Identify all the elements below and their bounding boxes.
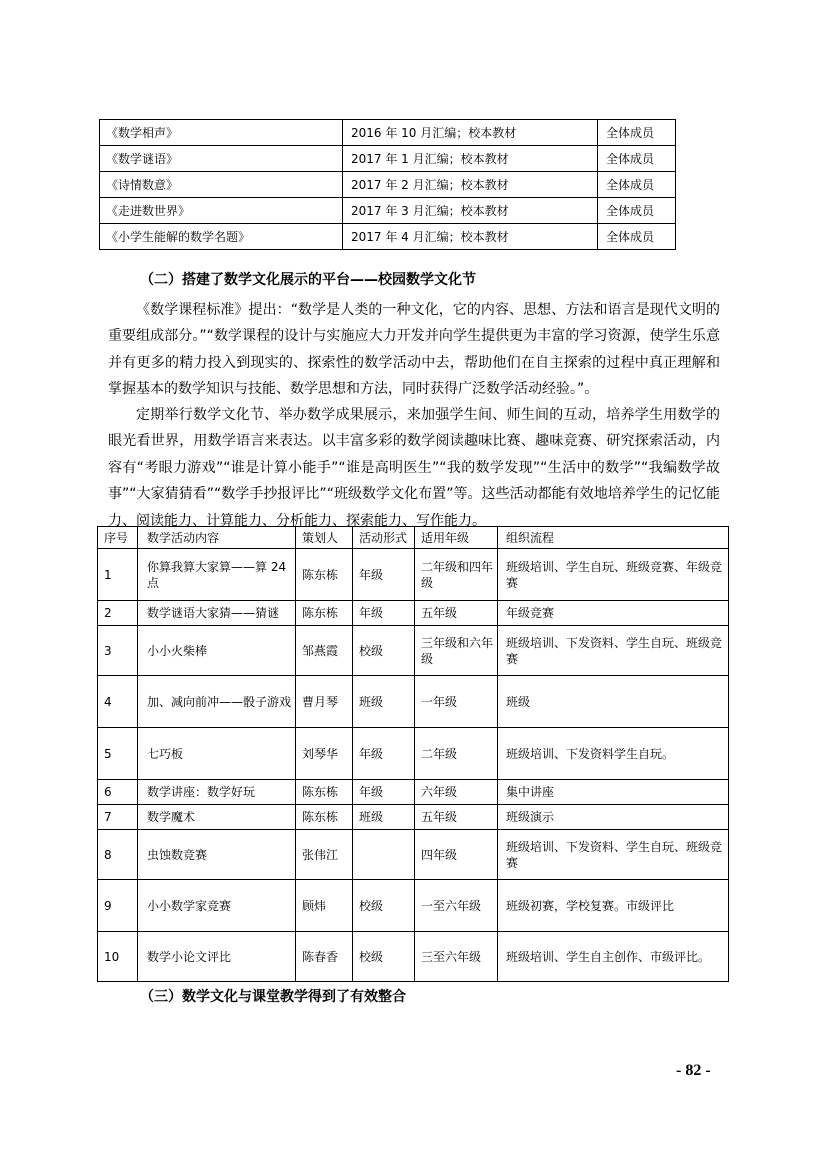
table-cell: 曹月琴 xyxy=(296,676,353,728)
activity-table-body xyxy=(98,549,729,982)
table-row xyxy=(100,120,676,146)
table-cell: 顾炜 xyxy=(296,880,353,932)
table-cell: 2016 年 10 月汇编；校本教材 xyxy=(343,120,598,146)
table-cell: 刘琴华 xyxy=(296,728,353,780)
table-cell: 一年级 xyxy=(415,676,498,728)
table-cell: 《数学相声》 xyxy=(100,120,343,146)
table-row xyxy=(100,198,676,224)
section-heading: （二）搭建了数学文化展示的平台——校园数学文化节 xyxy=(140,272,476,288)
table-cell: 全体成员 xyxy=(598,120,676,146)
table-cell: 8 xyxy=(98,830,138,880)
table-row xyxy=(100,146,676,172)
body-paragraph: 定期举行数学文化节、举办数学成果展示，来加强学生间、师生间的互动，培养学生用数学的眼光看世界，用数学语言来表达。以丰富多彩的数学阅读趣味比赛、趣味竞赛、研究探索活动，内容有“考眼力游戏”“谁是计算小能手”“谁是高明医生”“我的数学发现”“生活中的数学”“我编数学故事”“大家猜猜看”“数学手抄报评比”“班级数学文化布置”等。这些活动都能有效地培养学生的记忆能力、阅读能力、计算能力、分析能力、探索能力、写作能力。 xyxy=(108,407,720,529)
column-header: 序号 xyxy=(98,527,138,549)
table-cell: 三年级和六年级 xyxy=(415,626,498,676)
table-row xyxy=(98,626,729,676)
reference-table xyxy=(99,119,676,250)
column-header: 活动形式 xyxy=(353,527,415,549)
table-cell: 班级培训、下发资料学生自玩。 xyxy=(498,728,729,780)
table-cell: 班级培训、学生自玩、班级竞赛、年级竞赛 xyxy=(498,549,729,601)
table-cell: 《小学生能解的数学名题》 xyxy=(100,224,343,250)
table-cell: 2017 年 3 月汇编；校本教材 xyxy=(343,198,598,224)
table-cell: 陈春香 xyxy=(296,932,353,982)
table-row xyxy=(98,676,729,728)
table-cell: 全体成员 xyxy=(598,172,676,198)
table-cell: 7 xyxy=(98,805,138,830)
table-cell: 校级 xyxy=(353,880,415,932)
table-row xyxy=(98,932,729,982)
table-cell: 校级 xyxy=(353,932,415,982)
table-cell: 六年级 xyxy=(415,780,498,805)
reference-table-body xyxy=(100,120,676,250)
table-cell: 班级初赛，学校复赛。市级评比 xyxy=(498,880,729,932)
table-cell: 年级 xyxy=(353,728,415,780)
column-header: 策划人 xyxy=(296,527,353,549)
table-cell: 5 xyxy=(98,728,138,780)
table-row xyxy=(98,805,729,830)
table-cell: 2 xyxy=(98,601,138,626)
table-row xyxy=(98,728,729,780)
table-cell: 年级竞赛 xyxy=(498,601,729,626)
table-cell: 年级 xyxy=(353,549,415,601)
table-cell: 小小火柴棒 xyxy=(138,626,296,676)
table-cell: 2017 年 2 月汇编；校本教材 xyxy=(343,172,598,198)
table-row xyxy=(98,549,729,601)
table-cell: 年级 xyxy=(353,601,415,626)
table-cell: 全体成员 xyxy=(598,146,676,172)
table-cell: 陈东栋 xyxy=(296,601,353,626)
table-cell: 三至六年级 xyxy=(415,932,498,982)
table-cell: 陈东栋 xyxy=(296,805,353,830)
table-cell: 6 xyxy=(98,780,138,805)
table-cell: 你算我算大家算——算 24 点 xyxy=(138,549,296,601)
table-row xyxy=(98,880,729,932)
table-cell: 4 xyxy=(98,676,138,728)
table-cell: 班级 xyxy=(353,805,415,830)
page-number: - 82 - xyxy=(676,1062,711,1079)
table-row xyxy=(100,224,676,250)
table-cell: 1 xyxy=(98,549,138,601)
table-cell xyxy=(353,830,415,880)
table-cell: 数学魔术 xyxy=(138,805,296,830)
table-cell: 四年级 xyxy=(415,830,498,880)
table-cell: 全体成员 xyxy=(598,198,676,224)
table-cell: 班级 xyxy=(498,676,729,728)
table-cell: 《诗情数意》 xyxy=(100,172,343,198)
table-cell: 3 xyxy=(98,626,138,676)
column-header: 组织流程 xyxy=(498,527,729,549)
table-cell: 10 xyxy=(98,932,138,982)
table-cell: 一至六年级 xyxy=(415,880,498,932)
table-cell: 《走进数世界》 xyxy=(100,198,343,224)
table-cell: 加、减向前冲——骰子游戏 xyxy=(138,676,296,728)
table-cell: 小小数学家竞赛 xyxy=(138,880,296,932)
table-cell: 五年级 xyxy=(415,601,498,626)
table-cell: 集中讲座 xyxy=(498,780,729,805)
table-cell: 年级 xyxy=(353,780,415,805)
table-cell: 班级 xyxy=(353,676,415,728)
table-row xyxy=(98,601,729,626)
table-cell: 9 xyxy=(98,880,138,932)
table-cell: 虫蚀数竞赛 xyxy=(138,830,296,880)
activity-table-header xyxy=(98,527,729,549)
table-cell: 班级培训、学生自主创作、市级评比。 xyxy=(498,932,729,982)
table-cell: 二年级 xyxy=(415,728,498,780)
body-paragraph: 《数学课程标准》提出：“数学是人类的一种文化，它的内容、思想、方法和语言是现代文明的重要组成部分。”“数学课程的设计与实施应大力开发并向学生提供更为丰富的学习资源，使学生乐意并有更多的精力投入到现实的、探索性的数学活动中去，帮助他们在自主探索的过程中真正理解和掌握基本的数学知识与技能、数学思想和方法，同时获得广泛数学活动经验。”。 xyxy=(108,302,720,398)
column-header: 适用年级 xyxy=(415,527,498,549)
table-cell: 班级培训、下发资料、学生自玩、班级竞赛 xyxy=(498,626,729,676)
table-cell: 全体成员 xyxy=(598,224,676,250)
table-cell: 数学小论文评比 xyxy=(138,932,296,982)
table-cell: 七巧板 xyxy=(138,728,296,780)
table-cell: 张伟江 xyxy=(296,830,353,880)
table-row xyxy=(98,780,729,805)
header-row xyxy=(98,527,729,549)
table-cell: 陈东栋 xyxy=(296,549,353,601)
table-row xyxy=(98,830,729,880)
table-cell: 班级培训、下发资料、学生自玩、班级竞赛 xyxy=(498,830,729,880)
table-cell: 2017 年 1 月汇编；校本教材 xyxy=(343,146,598,172)
table-cell: 陈东栋 xyxy=(296,780,353,805)
column-header: 数学活动内容 xyxy=(138,527,296,549)
table-cell: 二年级和四年级 xyxy=(415,549,498,601)
table-cell: 数学讲座：数学好玩 xyxy=(138,780,296,805)
table-cell: 班级演示 xyxy=(498,805,729,830)
activity-table xyxy=(97,526,729,982)
table-row xyxy=(100,172,676,198)
table-cell: 校级 xyxy=(353,626,415,676)
table-cell: 2017 年 4 月汇编；校本教材 xyxy=(343,224,598,250)
table-cell: 数学谜语大家猜——猜谜 xyxy=(138,601,296,626)
table-cell: 邹燕霞 xyxy=(296,626,353,676)
table-cell: 五年级 xyxy=(415,805,498,830)
section-heading: （三）数学文化与课堂教学得到了有效整合 xyxy=(140,989,406,1005)
table-cell: 《数学谜语》 xyxy=(100,146,343,172)
